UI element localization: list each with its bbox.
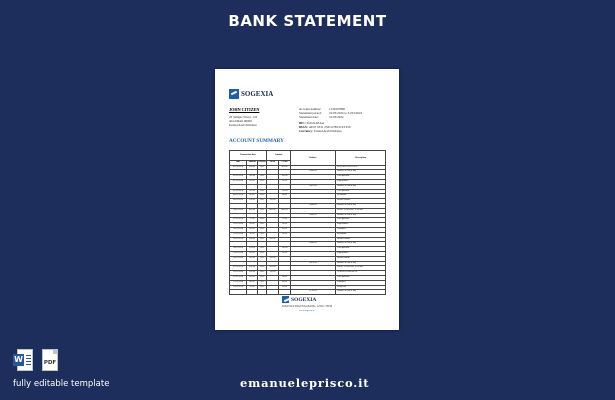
holder-address-line: Abu Dhabi 00000 <box>229 119 252 123</box>
code-value: SOGXAEAA <box>306 121 325 125</box>
table-cell: AED <box>258 280 267 285</box>
footer-company: SOGEXIA SOGEXIA BANK, 12345, 78910 <box>281 305 333 308</box>
table-cell: AED <box>258 232 267 237</box>
table-cell: Supermarket <box>336 223 386 228</box>
table-cell: Restaurant <box>336 194 386 199</box>
table-cell: 15/03/2024 <box>230 232 247 237</box>
footer-logo <box>282 296 316 303</box>
table-cell: Card purchase <box>336 218 386 223</box>
word-line <box>26 361 31 362</box>
table-cell: 16/03/2024 <box>230 237 247 242</box>
holder-address <box>229 115 259 127</box>
table-cell: 500.00 <box>267 237 279 242</box>
holder-address-line: 20 Sample Street, 123 <box>229 115 258 119</box>
table-cell: AED <box>258 275 267 280</box>
header-amount: Amount <box>267 151 291 161</box>
table-cell: Online transfer <box>336 237 386 242</box>
table-cell: 400.00 <box>279 208 291 213</box>
table-cell: 150.00 <box>267 271 279 276</box>
table-cell: 500.00 <box>279 165 291 170</box>
footer-site: www.sogexia.ae <box>299 309 315 312</box>
table-cell <box>247 290 258 295</box>
table-cell: 4,600.00 <box>291 170 336 175</box>
table-cell: Balance at end of day <box>336 203 386 208</box>
header-balance: Balance <box>291 151 336 166</box>
table-cell: 85.00 <box>247 179 258 184</box>
table-cell: Balance at end of day <box>336 170 386 175</box>
statement-page <box>215 69 399 330</box>
table-cell: 110.00 <box>247 247 258 252</box>
table-cell: AED <box>258 189 267 194</box>
table-cell: 30.00 <box>279 232 291 237</box>
table-cell: AED <box>258 266 267 271</box>
table-cell: 20/03/2024 <box>230 256 247 261</box>
table-cell: AED <box>258 237 267 242</box>
table-cell: 4,670.00 <box>291 261 336 266</box>
table-cell: 250.00 <box>267 199 279 204</box>
table-cell: AED <box>258 165 267 170</box>
table-cell: Card purchase <box>336 175 386 180</box>
subheader-amount: Amount <box>247 161 258 166</box>
table-cell: AED <box>258 271 267 276</box>
code-value: United Arab Emirates <box>313 129 342 133</box>
word-line <box>26 364 31 365</box>
table-cell: 18/03/2024 <box>230 247 247 252</box>
table-cell: 120.00 <box>279 189 291 194</box>
table-cell: OPENING BALANCE <box>336 165 386 170</box>
table-cell: 200.00 <box>267 256 279 261</box>
holder-address-line: United Arab Emirates <box>229 123 257 127</box>
table-cell <box>279 290 291 295</box>
table-cell: Card purchase <box>336 247 386 252</box>
code-value: AE07 0331 2345 6789 0123 456 <box>308 125 351 129</box>
subheader-date: Date <box>230 161 247 166</box>
table-cell: Utility bill <box>336 285 386 290</box>
table-cell: 14/03/2024 <box>230 227 247 232</box>
table-cell: AED <box>258 223 267 228</box>
table-cell: 500.00 <box>247 165 258 170</box>
table-cell: 08/03/2024 <box>230 199 247 204</box>
table-cell: 150.00 <box>247 271 258 276</box>
table-cell: 13/03/2024 <box>230 223 247 228</box>
transactions-table <box>229 150 386 295</box>
word-icon <box>13 349 33 373</box>
bank-logo-icon <box>229 89 239 99</box>
table-cell: ATM WITHDRAWAL <box>336 271 386 276</box>
table-cell <box>258 290 267 295</box>
table-cell: 60.00 <box>279 194 291 199</box>
table-cell: Transport <box>336 227 386 232</box>
table-cell: 85.00 <box>279 179 291 184</box>
table-cell: 75.00 <box>247 218 258 223</box>
bank-logo <box>229 89 273 99</box>
table-cell: 80.00 <box>279 275 291 280</box>
table-cell: 29/03/2024 <box>230 285 247 290</box>
table-cell: 90.00 <box>247 223 258 228</box>
subheader-currency: Currency <box>258 161 267 166</box>
table-cell: Balance at end of day <box>336 290 386 295</box>
table-cell: Card purchase <box>336 189 386 194</box>
table-cell: 4,415.00 <box>291 184 336 189</box>
table-cell: 02/03/2024 <box>230 175 247 180</box>
table-cell: 4,885.00 <box>291 213 336 218</box>
table-cell: 100.00 <box>279 175 291 180</box>
table-cell: 200.00 <box>247 256 258 261</box>
table-cell: 22/03/2024 <box>230 266 247 271</box>
table-cell: 80.00 <box>247 275 258 280</box>
table-cell: DIRECT DEPOSIT SALARY <box>336 266 386 271</box>
banner-title: BANK STATEMENT <box>228 12 387 30</box>
table-cell: Supermarket <box>336 251 386 256</box>
table-cell: 120.00 <box>247 189 258 194</box>
table-cell: 75.00 <box>279 218 291 223</box>
table-cell: 110.00 <box>279 247 291 252</box>
table-cell: 4,485.00 <box>291 203 336 208</box>
footer-bank-name: SOGEXIA <box>291 296 317 303</box>
table-cell: 40.00 <box>247 280 258 285</box>
table-cell: Card purchase <box>336 275 386 280</box>
statement-meta <box>299 107 362 133</box>
table-cell: 25/03/2024 <box>230 275 247 280</box>
pdf-label: PDF <box>43 360 57 366</box>
table-cell: 10/03/2024 <box>230 208 247 213</box>
pdf-icon <box>38 349 58 373</box>
table-cell: 4,730.00 <box>291 290 336 295</box>
table-cell: AED <box>258 227 267 232</box>
table-cell: 250.00 <box>247 199 258 204</box>
table-cell: AED <box>258 194 267 199</box>
table-row <box>230 290 386 295</box>
code-key: BIC: <box>299 121 306 125</box>
table-cell: Online transfer <box>336 199 386 204</box>
subheader-debit: Debit <box>267 161 279 166</box>
subheader-credit: Credit <box>279 161 291 166</box>
meta-value: 01/03/2024 to 31/03/2024 <box>329 111 363 115</box>
table-cell: Balance at end of day <box>336 261 386 266</box>
table-cell: Balance at end of day <box>336 184 386 189</box>
table-cell: 40.00 <box>279 280 291 285</box>
format-icons <box>13 349 58 373</box>
table-cell: AED <box>258 179 267 184</box>
table-cell: 90.00 <box>279 223 291 228</box>
transactions-body <box>230 165 386 295</box>
table-cell: 19/03/2024 <box>230 251 247 256</box>
table-cell: Balance at end of day <box>336 242 386 247</box>
table-cell <box>230 290 247 295</box>
table-cell: AED <box>258 218 267 223</box>
table-cell: 400.00 <box>267 208 279 213</box>
table-cell: 60.00 <box>247 194 258 199</box>
word-letter: W <box>14 355 23 364</box>
holder-name: JOHN CITIZEN <box>229 107 260 112</box>
table-cell: DIRECT DEPOSIT SALARY <box>336 208 386 213</box>
table-cell: 65.00 <box>279 251 291 256</box>
table-cell: 100.00 <box>247 175 258 180</box>
table-cell: AED <box>258 199 267 204</box>
table-cell: AED <box>258 208 267 213</box>
table-cell: AED <box>258 256 267 261</box>
table-cell: 03/03/2024 <box>230 179 247 184</box>
code-row <box>299 129 362 133</box>
table-cell: AED <box>258 285 267 290</box>
editable-label: fully editable template <box>13 379 110 389</box>
bank-name: SOGEXIA <box>241 90 274 98</box>
meta-key: Account number: <box>299 107 322 111</box>
word-line <box>26 358 31 359</box>
table-cell: 45.00 <box>247 227 258 232</box>
header-transaction-date: Transaction date <box>230 151 267 161</box>
table-cell: AED <box>258 175 267 180</box>
meta-value: 1234567890 <box>329 107 345 111</box>
table-cell: 300.00 <box>267 266 279 271</box>
table-cell: 23/03/2024 <box>230 271 247 276</box>
code-key: Currency: <box>299 129 314 133</box>
header-description: Description <box>336 151 386 166</box>
table-cell: 30.00 <box>247 232 258 237</box>
table-cell: Restaurant <box>336 232 386 237</box>
table-cell: 400.00 <box>247 208 258 213</box>
table-cell: AED <box>258 251 267 256</box>
table-cell: 300.00 <box>247 266 258 271</box>
table-cell: AED <box>258 247 267 252</box>
meta-key: Statement period: <box>299 111 322 115</box>
table-cell: 65.00 <box>247 251 258 256</box>
account-holder <box>229 107 259 127</box>
table-cell: Balance at end of day <box>336 213 386 218</box>
pdf-fold <box>53 349 58 354</box>
table-cell: 45.00 <box>279 227 291 232</box>
table-cell: 01/03/2024 <box>230 165 247 170</box>
code-key: IBAN: <box>299 125 309 129</box>
table-cell: 27/03/2024 <box>230 280 247 285</box>
meta-value: 31/03/2024 <box>329 115 344 119</box>
word-line <box>26 355 31 356</box>
table-cell: 06/03/2024 <box>230 194 247 199</box>
site-label: emanueleprisco.it <box>240 376 370 390</box>
table-cell: 05/03/2024 <box>230 189 247 194</box>
footer-logo-icon <box>282 296 289 303</box>
table-cell: 500.00 <box>247 237 258 242</box>
table-cell: 55.00 <box>247 285 258 290</box>
table-cell <box>267 290 279 295</box>
table-cell: 4,645.00 <box>291 242 336 247</box>
table-cell: 55.00 <box>279 285 291 290</box>
meta-key: Statement date: <box>299 115 319 119</box>
table-cell: Supermarket <box>336 179 386 184</box>
section-title: ACCOUNT SUMMARY <box>229 138 284 144</box>
table-cell: Transport <box>336 280 386 285</box>
table-cell: 12/03/2024 <box>230 218 247 223</box>
table-cell: Online transfer <box>336 256 386 261</box>
